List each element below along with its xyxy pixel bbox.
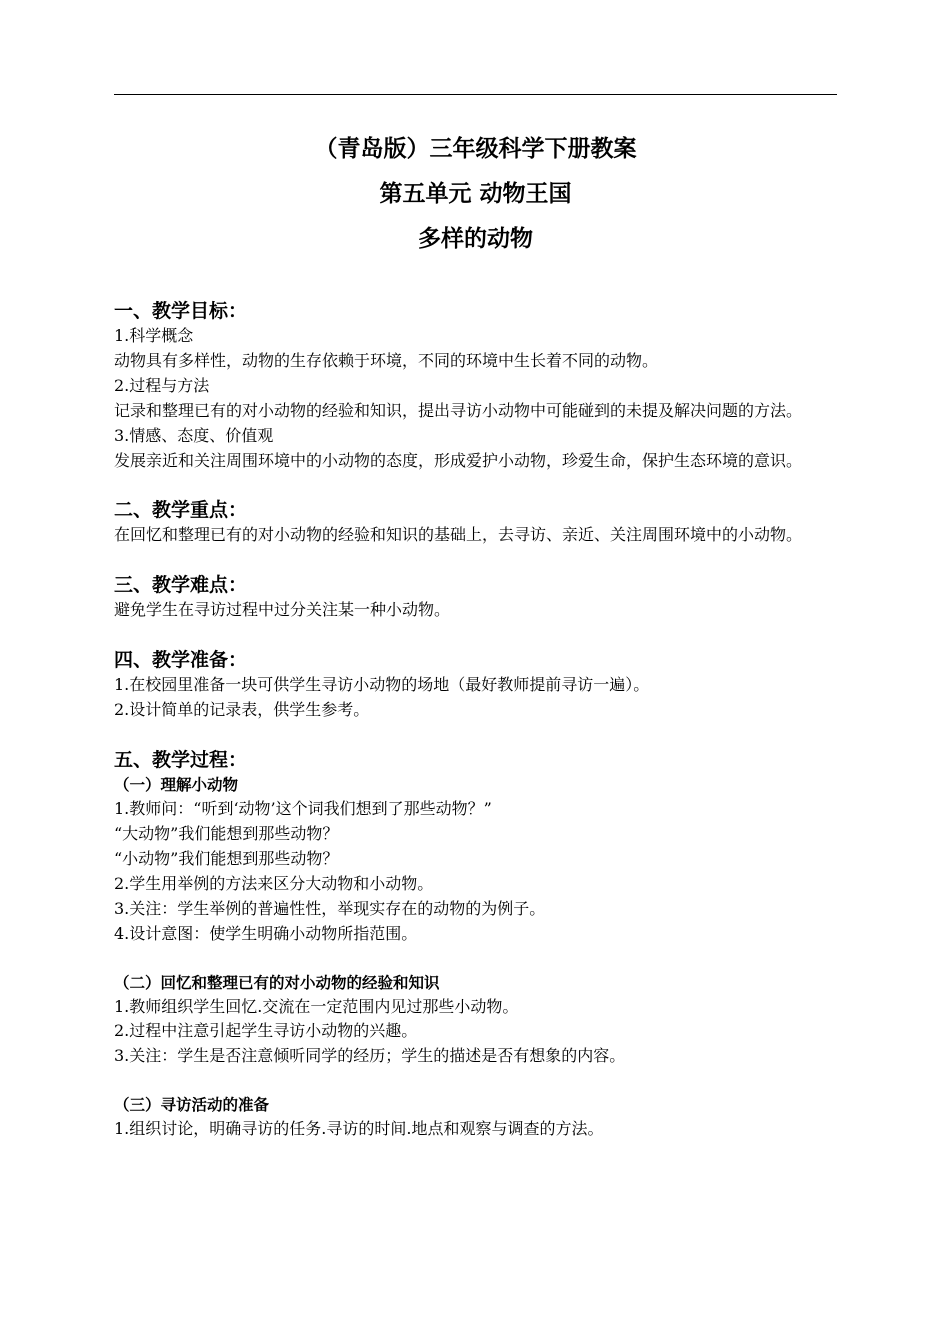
section-goals xyxy=(114,298,837,473)
subsection-understand xyxy=(114,773,837,946)
paragraph: 2.学生用举例的方法来区分大动物和小动物。 xyxy=(114,873,434,893)
section-key-points xyxy=(114,497,837,548)
paragraph: 1.教师问：“听到‘动物’这个词我们想到了那些动物？” xyxy=(114,799,492,819)
paragraph: “小动物”我们能想到那些动物？ xyxy=(114,848,339,868)
document-title: （青岛版）三年级科学下册教案 xyxy=(314,136,637,162)
section-title: 五、教学过程： xyxy=(114,749,248,772)
paragraph: 2.设计简单的记录表，供学生参考。 xyxy=(114,700,370,720)
paragraph: 记录和整理已有的对小动物的经验和知识，提出寻访小动物中可能碰到的未提及解决问题的方法。 xyxy=(114,400,803,420)
paragraph: 动物具有多样性，动物的生存依赖于环境，不同的环境中生长着不同的动物。 xyxy=(114,350,659,370)
lesson-title: 多样的动物 xyxy=(418,226,533,252)
section-title: 四、教学准备： xyxy=(114,649,248,672)
paragraph: 1.在校园里准备一块可供学生寻访小动物的场地（最好教师提前寻访一遍）。 xyxy=(114,675,650,695)
paragraph: 避免学生在寻访过程中过分关注某一种小动物。 xyxy=(114,600,451,620)
paragraph: 在回忆和整理已有的对小动物的经验和知识的基础上，去寻访、亲近、关注周围环境中的小动物。 xyxy=(114,525,803,545)
document-body xyxy=(114,298,837,1142)
subsection-title: （一）理解小动物 xyxy=(114,776,239,795)
section-process xyxy=(114,747,837,1142)
subsection-recall xyxy=(114,971,837,1070)
paragraph: 2.过程与方法 xyxy=(114,375,210,395)
subsection-title: （三）寻访活动的准备 xyxy=(114,1096,270,1115)
paragraph: 2.过程中注意引起学生寻访小动物的兴趣。 xyxy=(114,1021,418,1041)
title-block xyxy=(114,130,837,265)
section-difficulties xyxy=(114,572,837,623)
section-title: 二、教学重点： xyxy=(114,499,248,522)
section-title: 一、教学目标： xyxy=(114,300,248,322)
section-title: 三、教学难点： xyxy=(114,574,248,597)
paragraph: 3.关注：学生举例的普遍性性，举现实存在的动物的为例子。 xyxy=(114,898,546,918)
paragraph: 1.科学概念 xyxy=(114,326,194,345)
paragraph: “大动物”我们能想到那些动物？ xyxy=(114,823,339,843)
subsection-preparation xyxy=(114,1093,837,1142)
header-rule xyxy=(114,94,837,95)
paragraph: 3.情感、态度、价值观 xyxy=(114,425,274,445)
paragraph: 4.设计意图：使学生明确小动物所指范围。 xyxy=(114,923,418,943)
paragraph: 发展亲近和关注周围环境中的小动物的态度，形成爱护小动物，珍爱生命，保护生态环境的意识。 xyxy=(114,450,803,470)
unit-title: 第五单元 动物王国 xyxy=(379,181,572,207)
paragraph: 1.组织讨论，明确寻访的任务.寻访的时间.地点和观察与调查的方法。 xyxy=(114,1119,604,1139)
subsection-title: （二）回忆和整理已有的对小动物的经验和知识 xyxy=(114,973,440,992)
section-preparation xyxy=(114,647,837,723)
paragraph: 3.关注：学生是否注意倾听同学的经历；学生的描述是否有想象的内容。 xyxy=(114,1046,626,1066)
paragraph: 1.教师组织学生回忆.交流在一定范围内见过那些小动物。 xyxy=(114,996,519,1016)
